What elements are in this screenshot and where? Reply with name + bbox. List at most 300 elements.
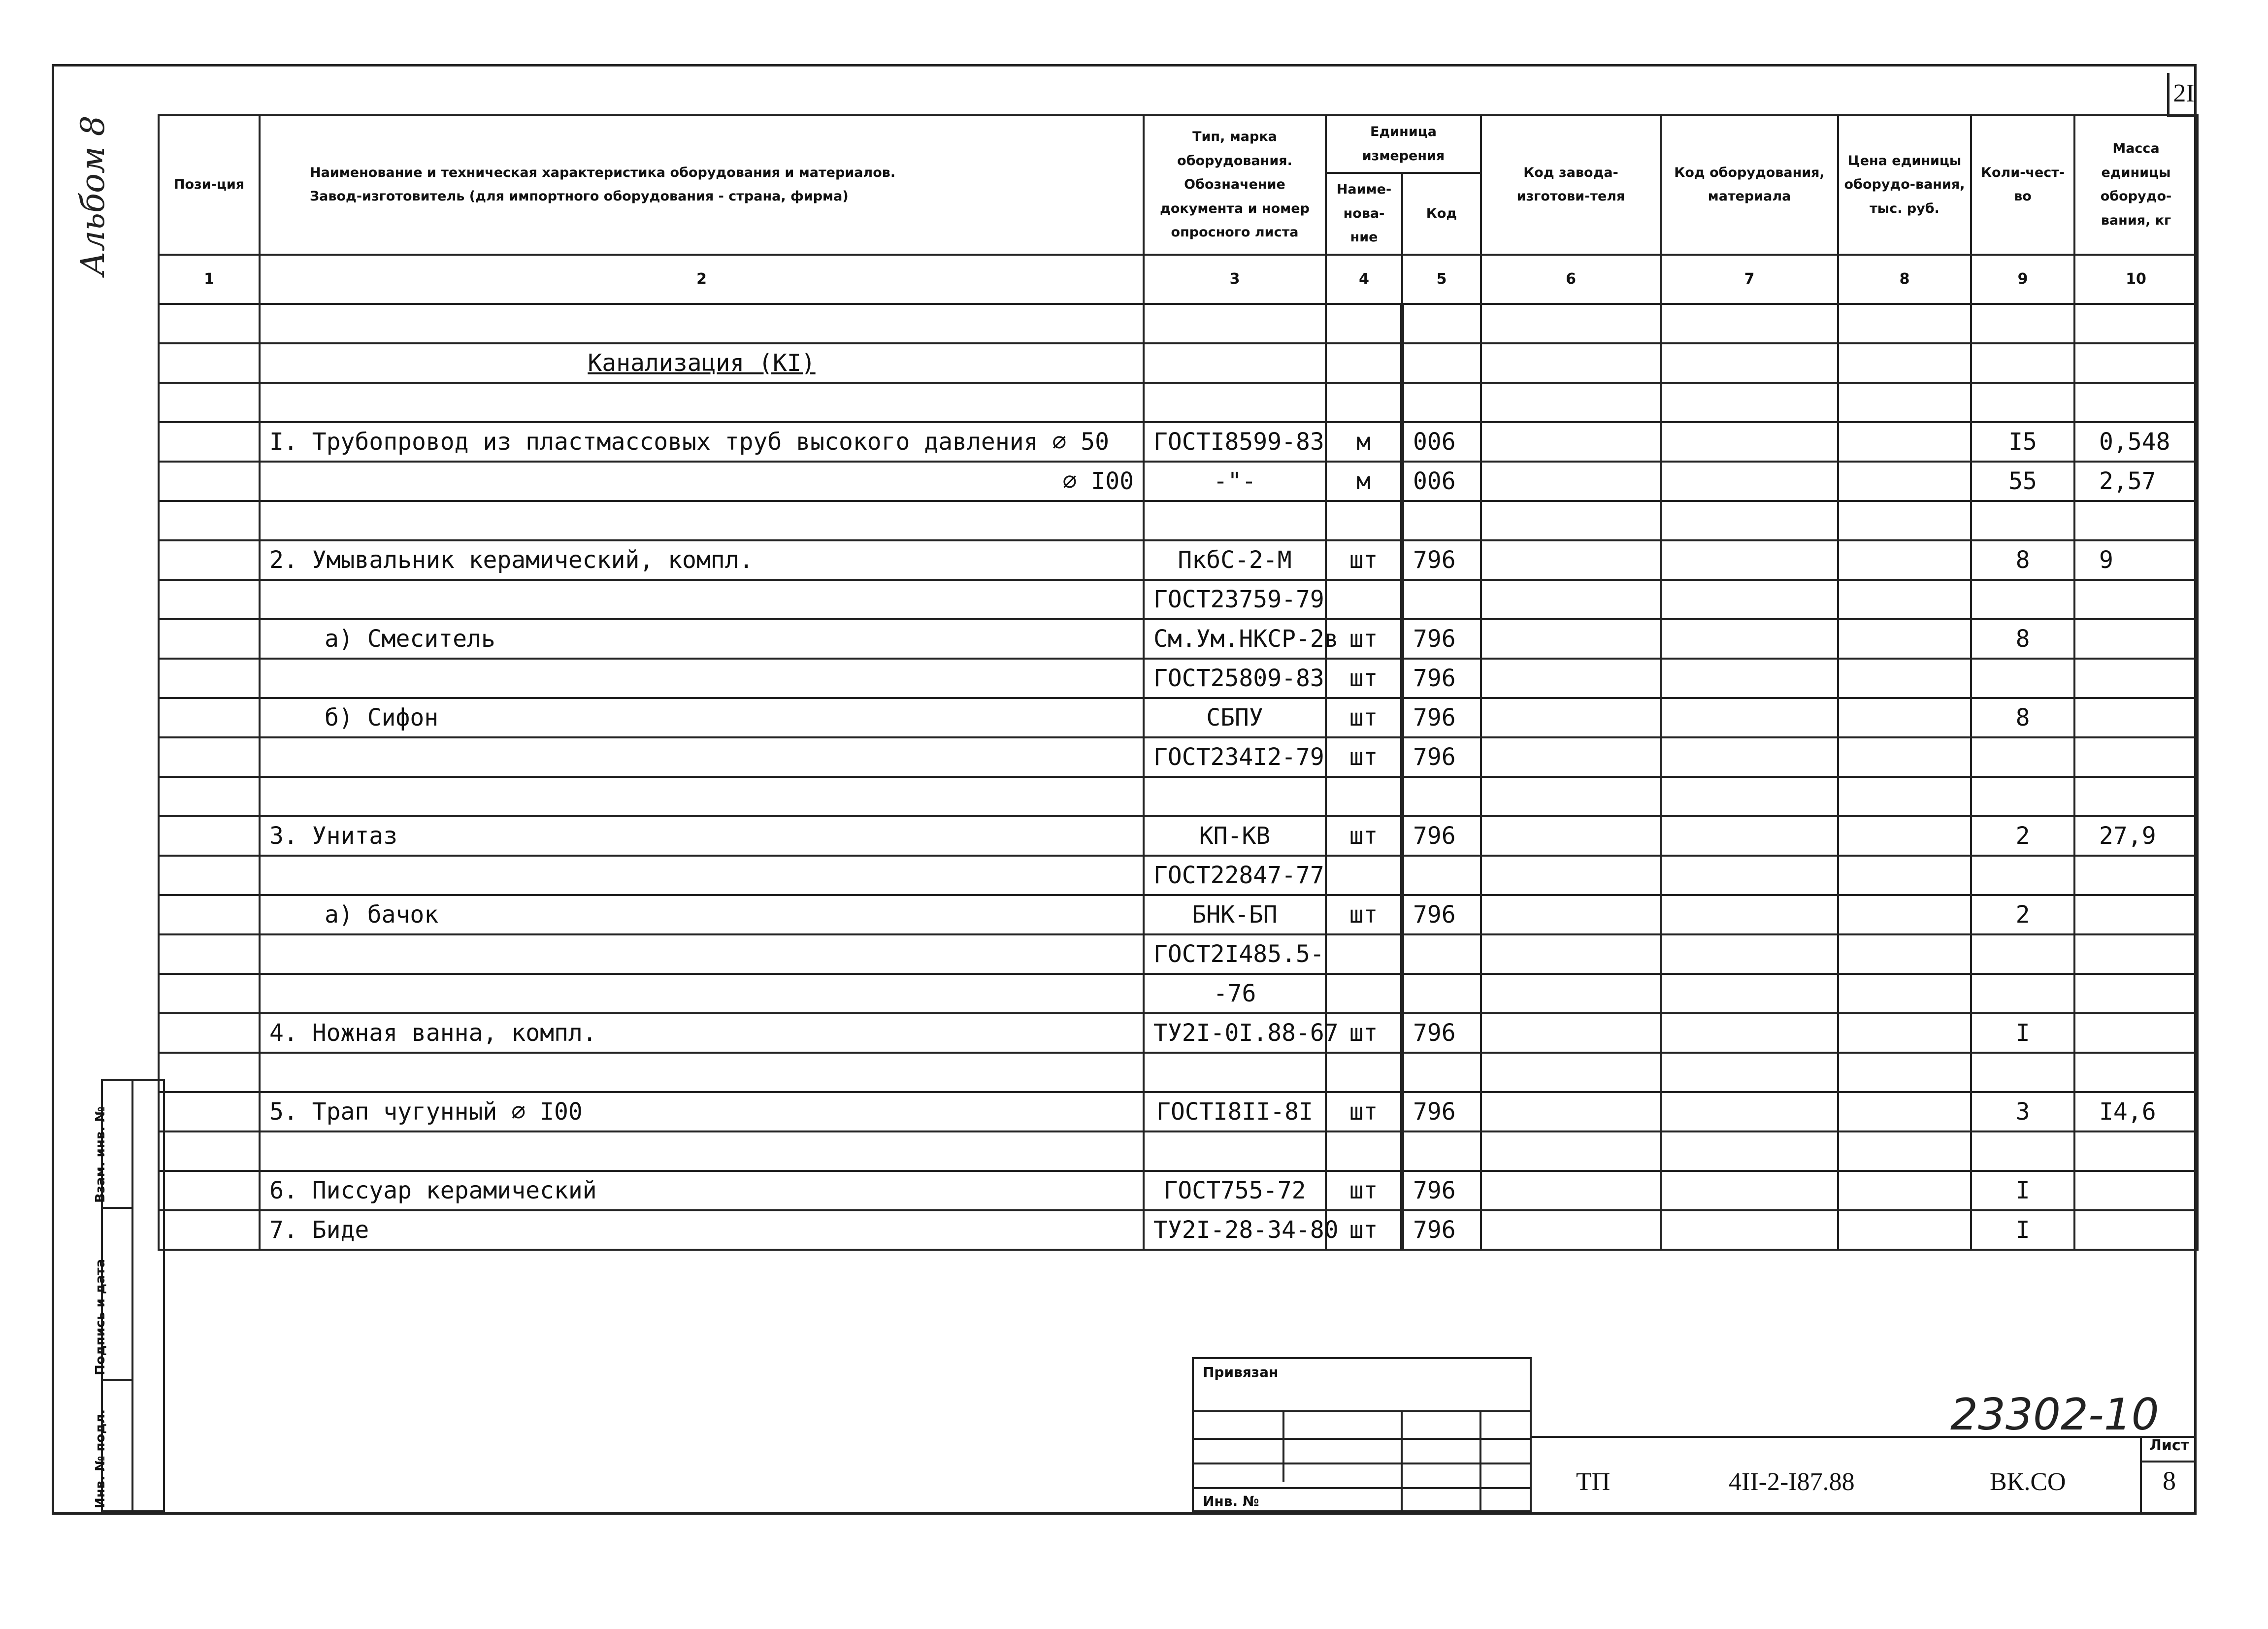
col-qty-header: Коли-чест-во: [1971, 115, 2074, 255]
cell-name: б) Сифон: [260, 698, 1144, 737]
table-row: [159, 343, 2198, 383]
cell-empty: [1838, 856, 1971, 895]
bound-label: Привязан: [1203, 1364, 1279, 1380]
cell-qty: [1971, 974, 2074, 1013]
cell-pos: [159, 540, 260, 580]
cell-empty: [1661, 856, 1838, 895]
cell-unit: [1326, 501, 1402, 540]
cell-empty: [1838, 580, 1971, 619]
table-row: [159, 777, 2198, 816]
document-number: 23302-10: [1950, 1389, 2159, 1440]
cell-empty: [1481, 1171, 1661, 1210]
cell-empty: [1661, 659, 1838, 698]
table-row: [159, 1053, 2198, 1092]
table-row: [159, 501, 2198, 540]
cell-qty: 8: [1971, 698, 2074, 737]
cell-empty: [1661, 737, 1838, 777]
cell-pos: [159, 343, 260, 383]
cell-empty: [1481, 501, 1661, 540]
cell-empty: [1661, 934, 1838, 974]
cell-qty: 2: [1971, 816, 2074, 856]
cell-code: 796: [1402, 816, 1481, 856]
cell-type: ГОСТ755-72: [1144, 1171, 1326, 1210]
cell-name: 3. Унитаз: [260, 816, 1144, 856]
cell-empty: [1838, 1131, 1971, 1171]
cell-code: [1402, 343, 1481, 383]
cell-mass: [2074, 383, 2198, 422]
cell-type: ГОСТI8599-83: [1144, 422, 1326, 462]
cell-qty: [1971, 659, 2074, 698]
table-row: [159, 383, 2198, 422]
cell-unit: [1326, 383, 1402, 422]
cell-mass: [2074, 974, 2198, 1013]
cell-type: [1144, 343, 1326, 383]
cell-code: 796: [1402, 895, 1481, 934]
cell-mass: [2074, 1210, 2198, 1250]
cell-empty: [1661, 1131, 1838, 1171]
cell-type: -"-: [1144, 462, 1326, 501]
cell-empty: [1481, 1131, 1661, 1171]
cell-unit: шт: [1326, 540, 1402, 580]
cell-code: 796: [1402, 619, 1481, 659]
tp-label: ТП: [1576, 1468, 1611, 1496]
cell-name: [260, 1131, 1144, 1171]
cell-empty: [1838, 1053, 1971, 1092]
cell-code: [1402, 934, 1481, 974]
cell-empty: [1481, 580, 1661, 619]
cell-empty: [1661, 1053, 1838, 1092]
cell-code: 796: [1402, 1013, 1481, 1053]
cell-qty: [1971, 1053, 2074, 1092]
col-type-header: Тип, марка оборудования. Обозначение документа и номер опросного листа: [1144, 115, 1326, 255]
cell-empty: [1481, 343, 1661, 383]
cell-empty: [1481, 974, 1661, 1013]
col-number: 3: [1144, 255, 1326, 304]
table-row: [159, 737, 2198, 777]
cell-unit: шт: [1326, 698, 1402, 737]
cell-mass: 9: [2074, 540, 2198, 580]
cell-unit: [1326, 1131, 1402, 1171]
cell-empty: [1661, 422, 1838, 462]
cell-pos: [159, 816, 260, 856]
cell-mass: [2074, 304, 2198, 343]
cell-pos: [159, 422, 260, 462]
cell-name: а) Смеситель: [260, 619, 1144, 659]
sheet-number: 2I: [2167, 73, 2198, 117]
table-row: [159, 1013, 2198, 1053]
col-number: 9: [1971, 255, 2074, 304]
table-row: [159, 619, 2198, 659]
cell-qty: [1971, 934, 2074, 974]
col-number: 4: [1326, 255, 1402, 304]
cell-code: 796: [1402, 659, 1481, 698]
cell-empty: [1838, 462, 1971, 501]
cell-empty: [1838, 619, 1971, 659]
cell-type: КП-КВ: [1144, 816, 1326, 856]
cell-empty: [1838, 934, 1971, 974]
cell-code: [1402, 974, 1481, 1013]
cell-name: [260, 501, 1144, 540]
cell-code: 796: [1402, 1171, 1481, 1210]
cell-pos: [159, 934, 260, 974]
cell-type: [1144, 304, 1326, 343]
table-row: [159, 816, 2198, 856]
cell-empty: [1838, 1171, 1971, 1210]
cell-empty: [1481, 1210, 1661, 1250]
cell-unit: [1326, 856, 1402, 895]
cell-mass: [2074, 777, 2198, 816]
cell-unit: шт: [1326, 1210, 1402, 1250]
table-row: [159, 1131, 2198, 1171]
cell-qty: [1971, 304, 2074, 343]
table-row: [159, 1171, 2198, 1210]
cell-qty: [1971, 580, 2074, 619]
cell-qty: [1971, 343, 2074, 383]
cell-empty: [1661, 462, 1838, 501]
cell-empty: [1661, 1210, 1838, 1250]
cell-empty: [1838, 343, 1971, 383]
cell-type: См.Ум.НКСР-2в: [1144, 619, 1326, 659]
cell-pos: [159, 1210, 260, 1250]
cell-name: I. Трубопровод из пластмассовых труб высокого давления ⌀ 50: [260, 422, 1144, 462]
column-number-row: [159, 255, 2198, 304]
cell-name: [260, 777, 1144, 816]
cell-code: 796: [1402, 1210, 1481, 1250]
table-row: [159, 1092, 2198, 1131]
col-unit-code-header: Код: [1402, 173, 1481, 255]
cell-type: БНК-БП: [1144, 895, 1326, 934]
cell-empty: [1838, 304, 1971, 343]
cell-type: ГОСТ2I485.5-: [1144, 934, 1326, 974]
cell-empty: [1661, 1013, 1838, 1053]
binding-stamp: [1192, 1357, 1532, 1512]
cell-qty: [1971, 777, 2074, 816]
cell-type: [1144, 1131, 1326, 1171]
cell-empty: [1838, 895, 1971, 934]
cell-mass: [2074, 1013, 2198, 1053]
cell-name: [260, 974, 1144, 1013]
cell-mass: [2074, 580, 2198, 619]
cell-empty: [1661, 698, 1838, 737]
table-row: [159, 540, 2198, 580]
cell-mass: [2074, 343, 2198, 383]
cell-empty: [1481, 934, 1661, 974]
table-row: [159, 659, 2198, 698]
sheet-label: Лист: [2142, 1437, 2197, 1463]
cell-pos: [159, 1013, 260, 1053]
cell-code: 006: [1402, 422, 1481, 462]
side-stamp: [93, 1079, 165, 1512]
stamp-cell-signature: Подпись и дата: [103, 1209, 131, 1381]
inv-label: Инв. №: [1203, 1493, 1259, 1509]
cell-empty: [1481, 619, 1661, 659]
col-number: 10: [2074, 255, 2198, 304]
cell-pos: [159, 777, 260, 816]
cell-name: [260, 580, 1144, 619]
cell-unit: [1326, 777, 1402, 816]
cell-mass: [2074, 698, 2198, 737]
cell-pos: [159, 1131, 260, 1171]
cell-empty: [1481, 1092, 1661, 1131]
project-code: 4II-2-I87.88: [1729, 1468, 1855, 1496]
col-number: 1: [159, 255, 260, 304]
col-mass-header: Масса единицы оборудо-вания, кг: [2074, 115, 2198, 255]
cell-name: 4. Ножная ванна, компл.: [260, 1013, 1144, 1053]
cell-empty: [1838, 1092, 1971, 1131]
cell-type: [1144, 383, 1326, 422]
cell-pos: [159, 1092, 260, 1131]
cell-empty: [1661, 343, 1838, 383]
cell-unit: шт: [1326, 737, 1402, 777]
col-number: 5: [1402, 255, 1481, 304]
cell-type: ГОСТ25809-83: [1144, 659, 1326, 698]
cell-empty: [1838, 737, 1971, 777]
stamp-cell-inventory: Инв. № подл.: [93, 1409, 108, 1508]
cell-code: 796: [1402, 737, 1481, 777]
cell-qty: [1971, 737, 2074, 777]
cell-empty: [1481, 462, 1661, 501]
cell-name: а) бачок: [260, 895, 1144, 934]
cell-pos: [159, 580, 260, 619]
cell-mass: [2074, 737, 2198, 777]
cell-mass: 0,548: [2074, 422, 2198, 462]
cell-unit: [1326, 974, 1402, 1013]
col-unit-name-header: Наиме-нова-ние: [1326, 173, 1402, 255]
cell-qty: 3: [1971, 1092, 2074, 1131]
table-row: [159, 856, 2198, 895]
cell-empty: [1661, 540, 1838, 580]
cell-empty: [1661, 580, 1838, 619]
cell-code: 796: [1402, 540, 1481, 580]
cell-name: [260, 856, 1144, 895]
cell-pos: [159, 1053, 260, 1092]
cell-type: ГОСТ22847-77: [1144, 856, 1326, 895]
cell-pos: [159, 304, 260, 343]
cell-qty: I: [1971, 1171, 2074, 1210]
col-unit-header: Единица измерения: [1326, 115, 1481, 173]
cell-code: [1402, 1131, 1481, 1171]
cell-name: [260, 1053, 1144, 1092]
cell-unit: шт: [1326, 1092, 1402, 1131]
cell-empty: [1838, 777, 1971, 816]
cell-code: 796: [1402, 1092, 1481, 1131]
cell-mass: [2074, 1053, 2198, 1092]
cell-type: СБПУ: [1144, 698, 1326, 737]
cell-empty: [1661, 974, 1838, 1013]
cell-unit: м: [1326, 422, 1402, 462]
cell-empty: [1481, 816, 1661, 856]
cell-name: 6. Писсуар керамический: [260, 1171, 1144, 1210]
cell-code: [1402, 580, 1481, 619]
cell-qty: I5: [1971, 422, 2074, 462]
cell-empty: [1661, 619, 1838, 659]
cell-unit: шт: [1326, 816, 1402, 856]
cell-pos: [159, 1171, 260, 1210]
stamp-cell-replaced: Взам. инв. №: [103, 1081, 131, 1209]
cell-empty: [1481, 777, 1661, 816]
cell-mass: 27,9: [2074, 816, 2198, 856]
cell-code: [1402, 501, 1481, 540]
cell-pos: [159, 895, 260, 934]
cell-empty: [1481, 304, 1661, 343]
col-number: 6: [1481, 255, 1661, 304]
cell-mass: I4,6: [2074, 1092, 2198, 1131]
cell-qty: 2: [1971, 895, 2074, 934]
cell-mass: [2074, 1171, 2198, 1210]
cell-empty: [1661, 304, 1838, 343]
cell-mass: [2074, 619, 2198, 659]
cell-qty: 8: [1971, 540, 2074, 580]
col-equip-code-header: Код оборудования, материала: [1661, 115, 1838, 255]
col-number: 8: [1838, 255, 1971, 304]
section-code: ВК.СО: [1990, 1468, 2066, 1496]
cell-pos: [159, 383, 260, 422]
cell-type: [1144, 501, 1326, 540]
cell-type: ГОСТ23759-79: [1144, 580, 1326, 619]
cell-code: [1402, 1053, 1481, 1092]
cell-empty: [1661, 1171, 1838, 1210]
cell-type: ТУ2I-0I.88-67: [1144, 1013, 1326, 1053]
cell-qty: [1971, 383, 2074, 422]
table-row: [159, 698, 2198, 737]
cell-empty: [1838, 659, 1971, 698]
cell-unit: [1326, 580, 1402, 619]
sheet-value: 8: [2163, 1466, 2176, 1496]
cell-empty: [1838, 540, 1971, 580]
col-pos-header: Пози-ция: [159, 115, 260, 255]
cell-empty: [1661, 1092, 1838, 1131]
album-label: Альбом 8: [74, 115, 112, 276]
col-plant-code-header: Код завода-изготови-теля: [1481, 115, 1661, 255]
cell-empty: [1838, 383, 1971, 422]
cell-mass: [2074, 501, 2198, 540]
cell-pos: [159, 737, 260, 777]
cell-empty: [1481, 659, 1661, 698]
cell-name: [260, 737, 1144, 777]
cell-qty: [1971, 856, 2074, 895]
table-row: [159, 580, 2198, 619]
cell-unit: м: [1326, 462, 1402, 501]
cell-empty: [1661, 895, 1838, 934]
cell-qty: I: [1971, 1013, 2074, 1053]
cell-empty: [1481, 540, 1661, 580]
table-row: [159, 1210, 2198, 1250]
cell-name: [260, 934, 1144, 974]
cell-empty: [1838, 698, 1971, 737]
cell-empty: [1481, 856, 1661, 895]
cell-name: 2. Умывальник керамический, компл.: [260, 540, 1144, 580]
cell-code: [1402, 383, 1481, 422]
cell-code: [1402, 304, 1481, 343]
cell-empty: [1838, 974, 1971, 1013]
cell-pos: [159, 462, 260, 501]
cell-type: [1144, 777, 1326, 816]
cell-unit: шт: [1326, 1013, 1402, 1053]
cell-unit: [1326, 1053, 1402, 1092]
cell-empty: [1661, 383, 1838, 422]
cell-empty: [1661, 777, 1838, 816]
cell-type: [1144, 1053, 1326, 1092]
sheet-box: [2140, 1436, 2197, 1512]
cell-empty: [1838, 422, 1971, 462]
col-name-header: Наименование и техническая характеристика оборудования и материалов. Завод-изготовитель (для импортного оборудования - страна, фирма): [260, 115, 1144, 255]
cell-code: [1402, 856, 1481, 895]
cell-unit: шт: [1326, 619, 1402, 659]
cell-type: -76: [1144, 974, 1326, 1013]
cell-empty: [1481, 1053, 1661, 1092]
cell-mass: [2074, 856, 2198, 895]
cell-type: ГОСТI8II-8I: [1144, 1092, 1326, 1131]
cell-name: Канализация (КI): [260, 343, 1144, 383]
table-row: [159, 895, 2198, 934]
cell-type: ПкбС-2-М: [1144, 540, 1326, 580]
cell-pos: [159, 974, 260, 1013]
cell-unit: [1326, 304, 1402, 343]
table-row: [159, 934, 2198, 974]
cell-empty: [1838, 1013, 1971, 1053]
cell-empty: [1838, 816, 1971, 856]
cell-unit: шт: [1326, 659, 1402, 698]
cell-name: ⌀ I00: [260, 462, 1144, 501]
title-block: [1532, 1436, 2197, 1512]
cell-mass: [2074, 895, 2198, 934]
cell-name: [260, 304, 1144, 343]
cell-unit: [1326, 343, 1402, 383]
cell-mass: [2074, 934, 2198, 974]
cell-pos: [159, 659, 260, 698]
cell-empty: [1481, 383, 1661, 422]
col-price-header: Цена единицы оборудо-вания, тыс. руб.: [1838, 115, 1971, 255]
table-row: [159, 422, 2198, 462]
cell-qty: I: [1971, 1210, 2074, 1250]
cell-pos: [159, 501, 260, 540]
cell-mass: [2074, 659, 2198, 698]
cell-code: 006: [1402, 462, 1481, 501]
cell-pos: [159, 856, 260, 895]
cell-mass: 2,57: [2074, 462, 2198, 501]
table-row: [159, 974, 2198, 1013]
cell-empty: [1481, 698, 1661, 737]
cell-name: [260, 383, 1144, 422]
cell-pos: [159, 698, 260, 737]
cell-empty: [1481, 1013, 1661, 1053]
cell-qty: 8: [1971, 619, 2074, 659]
cell-unit: шт: [1326, 1171, 1402, 1210]
cell-type: ТУ2I-28-34-80: [1144, 1210, 1326, 1250]
cell-qty: 55: [1971, 462, 2074, 501]
specification-table: [158, 114, 2199, 1251]
cell-empty: [1661, 816, 1838, 856]
cell-code: [1402, 777, 1481, 816]
cell-name: 7. Биде: [260, 1210, 1144, 1250]
col-number: 7: [1661, 255, 1838, 304]
cell-qty: [1971, 501, 2074, 540]
table-row: [159, 304, 2198, 343]
cell-empty: [1838, 1210, 1971, 1250]
cell-type: ГОСТ234I2-79: [1144, 737, 1326, 777]
cell-pos: [159, 619, 260, 659]
cell-mass: [2074, 1131, 2198, 1171]
cell-unit: [1326, 934, 1402, 974]
table-row: [159, 462, 2198, 501]
header-row: [159, 115, 2198, 173]
cell-empty: [1838, 501, 1971, 540]
cell-empty: [1481, 737, 1661, 777]
cell-code: 796: [1402, 698, 1481, 737]
cell-empty: [1481, 422, 1661, 462]
cell-name: [260, 659, 1144, 698]
col-number: 2: [260, 255, 1144, 304]
